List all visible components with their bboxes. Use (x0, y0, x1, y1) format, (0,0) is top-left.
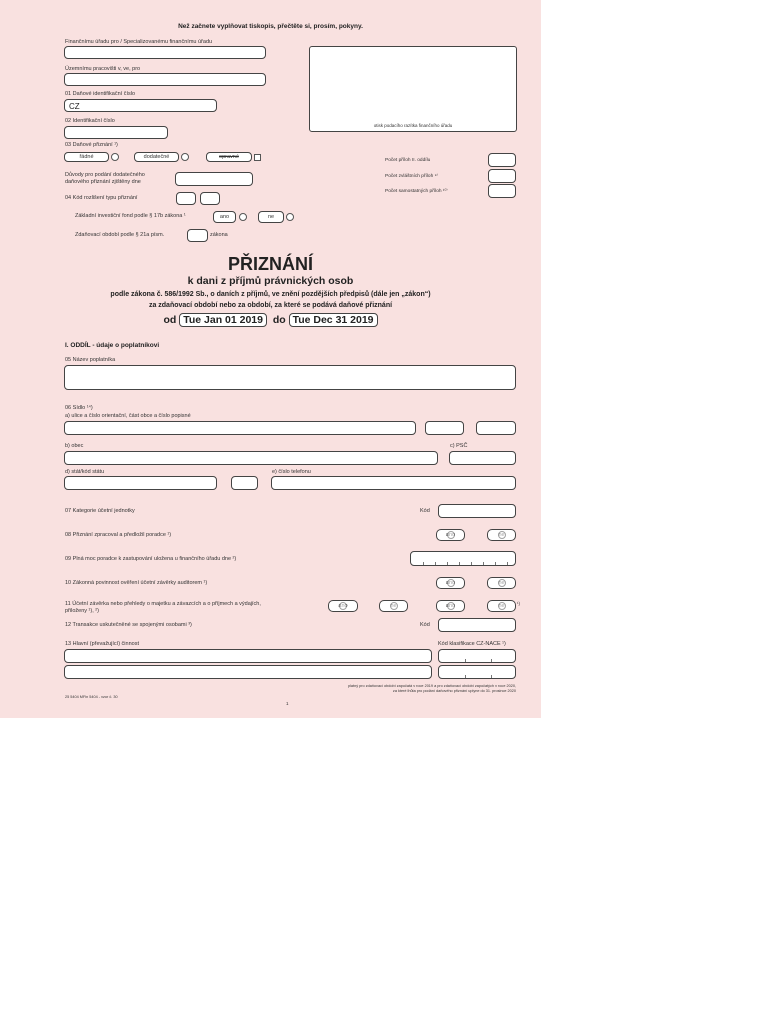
invest-fund-no[interactable]: ne (258, 211, 284, 223)
category-label: 07 Kategorie účetní jednotky (65, 508, 135, 514)
territorial-office-input[interactable] (64, 73, 266, 86)
period-suffix: zákona (210, 232, 228, 238)
return-type-label: 03 Daňové přiznání ¹) (65, 142, 118, 148)
name-label: 05 Název poplatníka (65, 357, 116, 363)
return-type-supplementary-radio[interactable] (181, 153, 189, 161)
statements-label-line2: přiloženy ¹), ²) (65, 608, 99, 614)
statements-no-1[interactable] (379, 600, 408, 612)
reason-code-label: 04 Kód rozlišení typu přiznání (65, 195, 138, 201)
statements-yes-2[interactable] (436, 600, 465, 612)
period-range (0, 313, 541, 327)
zip-label: c) PSČ (450, 443, 468, 449)
form-subtitle: k dani z příjmů právnických osob (187, 275, 354, 287)
reason-code-input-1[interactable] (176, 192, 196, 205)
form-code: 25 5404 MFin 5404 - vzor č. 30 (65, 695, 118, 699)
country-code-input[interactable] (231, 476, 258, 490)
activity-input-2[interactable] (64, 665, 432, 679)
from-label: od (163, 314, 177, 326)
tin-label: 01 Daňové identifikační číslo (65, 91, 136, 97)
country-label: d) stát/kód státu (65, 469, 105, 475)
territorial-office-label: Územnímu pracovišti v, ve, pro (65, 66, 141, 72)
orientation-number-input[interactable] (425, 421, 464, 435)
return-type-corrective[interactable]: opravné (206, 152, 252, 162)
radio-mark-icon (498, 579, 506, 587)
category-code-input[interactable] (438, 504, 516, 518)
advisor-no[interactable] (487, 529, 516, 541)
footer-note-2: za které lhůta pro podání daňového přiznání uplyne do 31. prosince 2020 (392, 689, 516, 693)
to-label: do (272, 314, 286, 326)
audit-yes[interactable] (436, 577, 465, 589)
statements-label-line1: 11 Účetní závěrka nebo přehledy o majetku a závazcích a o příjmech a výdajích, (65, 601, 261, 607)
nace-label: Kód klasifikace CZ-NACE ¹) (438, 641, 506, 647)
annex-special-count-input[interactable] (488, 169, 516, 183)
related-label: 12 Transakce uskutečněné se spojenými osobami ³) (65, 622, 192, 628)
statements-yes-1[interactable] (328, 600, 358, 612)
annex-separate-count-input[interactable] (488, 184, 516, 198)
advisor-label: 08 Přiznání zpracoval a předložil poradce ¹) (65, 532, 172, 538)
period-description: za zdaňovací období nebo za období, za které se podává daňové přiznání (148, 302, 393, 309)
tax-office-label: Finančnímu úřadu pro / Specializovanému finančnímu úřadu (65, 39, 213, 45)
invest-fund-yes[interactable]: ano (213, 211, 236, 223)
poa-label: 09 Plná moc poradce k zastupování uložena u finančního úřadu dne ²) (65, 556, 237, 562)
street-label: a) ulice a číslo orientační, část obce a číslo popisné (65, 413, 191, 419)
invest-fund-yes-radio[interactable] (239, 213, 247, 221)
phone-label: e) číslo telefonu (272, 469, 311, 475)
advisor-yes[interactable] (436, 529, 465, 541)
nace-code-input-2[interactable] (438, 665, 516, 679)
to-date-input[interactable]: Tue Dec 31 2019 (289, 313, 378, 327)
radio-mark-icon (447, 579, 455, 587)
return-type-supplementary[interactable]: dodatečné (134, 152, 179, 162)
town-label: b) obec (65, 443, 84, 449)
related-code-label: Kód (420, 622, 430, 628)
taxpayer-name-input[interactable] (64, 365, 516, 390)
reasons-label-line2: daňového přiznání zjištěny dne (65, 179, 141, 185)
return-type-regular[interactable]: řádné (64, 152, 109, 162)
statements-footnote: ¹) (517, 601, 520, 606)
id-input[interactable] (64, 126, 168, 139)
reasons-label-line1: Důvody pro podání dodatečného (65, 172, 145, 178)
audit-label: 10 Zákonná povinnost ověření účetní závěrky auditorem ¹) (65, 580, 208, 586)
tin-input[interactable] (64, 99, 217, 112)
house-number-input[interactable] (476, 421, 516, 435)
reason-code-input-2[interactable] (200, 192, 220, 205)
tax-office-input[interactable] (64, 46, 266, 59)
stamp-label: otisk podacího razítka finančního úřadu (373, 123, 453, 128)
id-label: 02 Identifikační číslo (65, 118, 115, 124)
law-reference: podle zákona č. 586/1992 Sb., o daních z příjmů, ve znění pozdějších předpisů (dále jen „zákon“) (110, 291, 431, 298)
return-type-corrective-checkbox[interactable] (254, 154, 261, 161)
nace-code-input-1[interactable] (438, 649, 516, 663)
footer-note-1: platný pro zdaňovací období započatá v roce 2019 a pro zdaňovací období započatých v roce 2020, (347, 684, 516, 688)
annex-ii-label: Počet příloh II. oddílu (385, 158, 431, 163)
street-input[interactable] (64, 421, 416, 435)
seat-label: 06 Sídlo ¹⁴) (65, 405, 93, 411)
from-date-input[interactable]: Tue Jan 01 2019 (179, 313, 267, 327)
category-code-label: Kód (420, 508, 430, 514)
form-title: PŘIZNÁNÍ (228, 254, 313, 274)
related-code-input[interactable] (438, 618, 516, 632)
radio-mark-icon (498, 531, 506, 539)
radio-mark-icon (447, 602, 455, 610)
invest-fund-label: Základní investiční fond podle § 17b zákona ¹ (75, 213, 186, 219)
phone-input[interactable] (271, 476, 516, 490)
town-input[interactable] (64, 451, 438, 465)
section-1-heading: I. ODDÍL - údaje o poplatníkovi (65, 342, 160, 349)
radio-mark-icon (498, 602, 506, 610)
radio-mark-icon (339, 602, 347, 610)
period-letter-input[interactable] (187, 229, 208, 242)
annex-ii-count-input[interactable] (488, 153, 516, 167)
radio-mark-icon (447, 531, 455, 539)
invest-fund-no-radio[interactable] (286, 213, 294, 221)
instruction-text: Než začnete vyplňovat tiskopis, přečtěte si, prosím, pokyny. (178, 23, 363, 30)
audit-no[interactable] (487, 577, 516, 589)
country-input[interactable] (64, 476, 217, 490)
reasons-date-input[interactable] (175, 172, 253, 186)
tin-value: CZ (69, 102, 80, 111)
annex-special-label: Počet zvláštních příloh ⁹⁾ (385, 174, 438, 179)
statements-no-2[interactable] (487, 600, 516, 612)
zip-input[interactable] (449, 451, 516, 465)
period-label: Zdaňovací období podle § 21a písm. (75, 232, 165, 238)
annex-separate-label: Počet samostatných příloh ¹⁰⁾ (385, 189, 448, 194)
tax-return-form-page (0, 0, 541, 718)
activity-input-1[interactable] (64, 649, 432, 663)
activity-label: 13 Hlavní (převažující) činnost (65, 641, 139, 647)
poa-date-input[interactable] (410, 551, 516, 566)
return-type-regular-radio[interactable] (111, 153, 119, 161)
page-number: 1 (286, 701, 289, 706)
radio-mark-icon (390, 602, 398, 610)
stamp-area (309, 46, 517, 132)
